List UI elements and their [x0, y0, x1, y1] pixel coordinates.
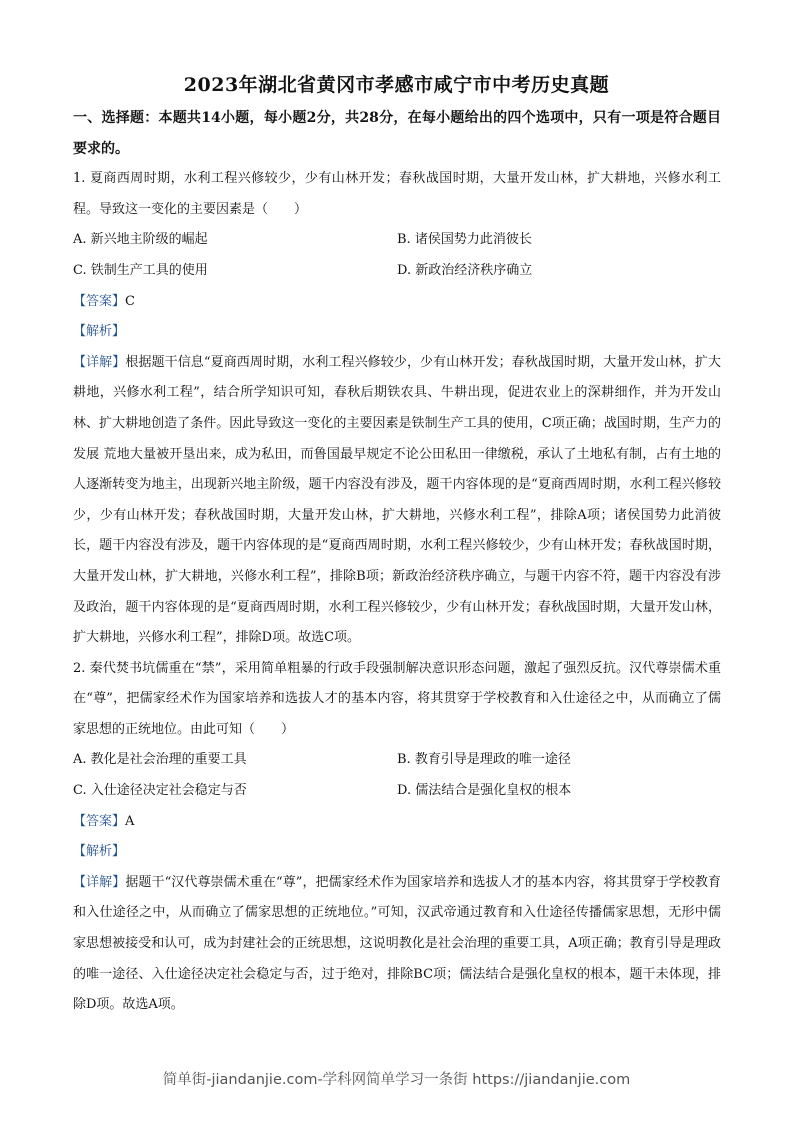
question-1-options: [73, 225, 721, 286]
question-2-detail: [73, 868, 721, 1021]
answer-value: A: [125, 813, 135, 829]
page-title: 2023年湖北省黄冈市孝感市咸宁市中考历史真题: [183, 74, 610, 96]
answer-label: 【答案】: [73, 293, 126, 309]
question-1-option-c: C. 铁制生产工具的使用: [73, 262, 208, 278]
question-2-analysis: [73, 837, 721, 868]
answer-value: C: [125, 293, 135, 309]
question-2-option-c: C. 入仕途径决定社会稳定与否: [73, 783, 247, 799]
question-2-options: [73, 745, 721, 806]
detail-label: 【详解】: [73, 874, 126, 890]
detail-text: 根据题干信息“夏商西周时期，水利工程兴修较少，少有山林开发；春秋战国时期，大量开发山林，扩大耕地，兴修水利工程”，结合所学知识可知，春秋后期铁农具、牛耕出现，促进农业上的深耕细作，并为开发山林、扩大耕地创造了条件。因此导致这一变化的主要因素是铁制生产工具的使用，C项正确；战国时期，生产力的发展 荒地大量被开垦出来，成为私田，而鲁国最早规定不论公田私田一律缴税，承认了土地私有制，占有土地的人逐渐转变为地主，出现新兴地主阶级，题干内容没有涉及，题干内容体现的是“夏商西周时期，水利工程兴修较少，少有山林开发；春秋战国时期，大量开发山林，扩大耕地，兴修水利工程”，排除A项；诸侯国势力此消彼长，题干内容没有涉及，题干内容体现的是“夏商西周时期，水利工程兴修较少，少有山林开发；春秋战国时期，大量开发山林，扩大耕地，兴修水利工程”，排除B项；新政治经济秩序确立，与题干内容不符，题干内容没有涉及政治，题干内容体现的是“夏商西周时期，水利工程兴修较少，少有山林开发；春秋战国时期，大量开发山林，扩大耕地，兴修水利工程”，排除D项。故选C项。: [73, 354, 721, 646]
section-heading: 一、选择题：本题共14小题，每小题2分，共28分，在每小题给出的四个选项中，只有一项是符合题目要求的。: [73, 110, 721, 157]
question-1-option-a: A. 新兴地主阶级的崛起: [73, 232, 208, 248]
question-1-answer: [73, 287, 721, 318]
question-1-option-d: D. 新政治经济秩序确立: [397, 262, 533, 278]
question-2-answer: [73, 807, 721, 838]
detail-label: 【详解】: [73, 354, 126, 370]
analysis-label: 【解析】: [73, 324, 126, 340]
document-body: [73, 103, 721, 1021]
answer-label: 【答案】: [73, 813, 126, 829]
footer-watermark: 简单街-jiandanjie.com-学科网简单学习一条街 https://jiandanjie.com: [162, 1072, 631, 1088]
analysis-label: 【解析】: [73, 844, 126, 860]
question-2-option-d: D. 儒法结合是强化皇权的根本: [397, 783, 572, 799]
question-2-option-a: A. 教化是社会治理的重要工具: [73, 752, 247, 768]
question-2-stem: 2. 秦代焚书坑儒重在“禁”，采用简单粗暴的行政手段强制解决意识形态问题，激起了强烈反抗。汉代尊崇儒术重在“尊”，把儒家经术作为国家培养和选拔人才的基本内容，将其贯穿于学校教育和入仕途径之中，从而确立了儒家思想的正统地位。由此可知（ ）: [73, 660, 721, 737]
question-1-detail: [73, 348, 721, 654]
detail-text: 据题干“汉代尊崇儒术重在“尊”，把儒家经术作为国家培养和选拔人才的基本内容，将其贯穿于学校教育和入仕途径之中，从而确立了儒家思想的正统地位。”可知，汉武帝通过教育和入仕途径传播儒家思想，无形中儒家思想被接受和认可，成为封建社会的正统思想，这说明教化是社会治理的重要工具，A项正确；教育引导是理政的唯一途径、入仕途径决定社会稳定与否，过于绝对，排除BC项；儒法结合是强化皇权的根本，题干未体现，排除D项。故选A项。: [73, 874, 721, 1013]
question-1-option-b: B. 诸侯国势力此消彼长: [397, 232, 532, 248]
question-1-analysis: [73, 317, 721, 348]
question-1-stem: 1. 夏商西周时期，水利工程兴修较少，少有山林开发；春秋战国时期，大量开发山林，扩大耕地，兴修水利工程。导致这一变化的主要因素是（ ）: [73, 171, 721, 217]
question-2-option-b: B. 教育引导是理政的唯一途径: [397, 752, 571, 768]
